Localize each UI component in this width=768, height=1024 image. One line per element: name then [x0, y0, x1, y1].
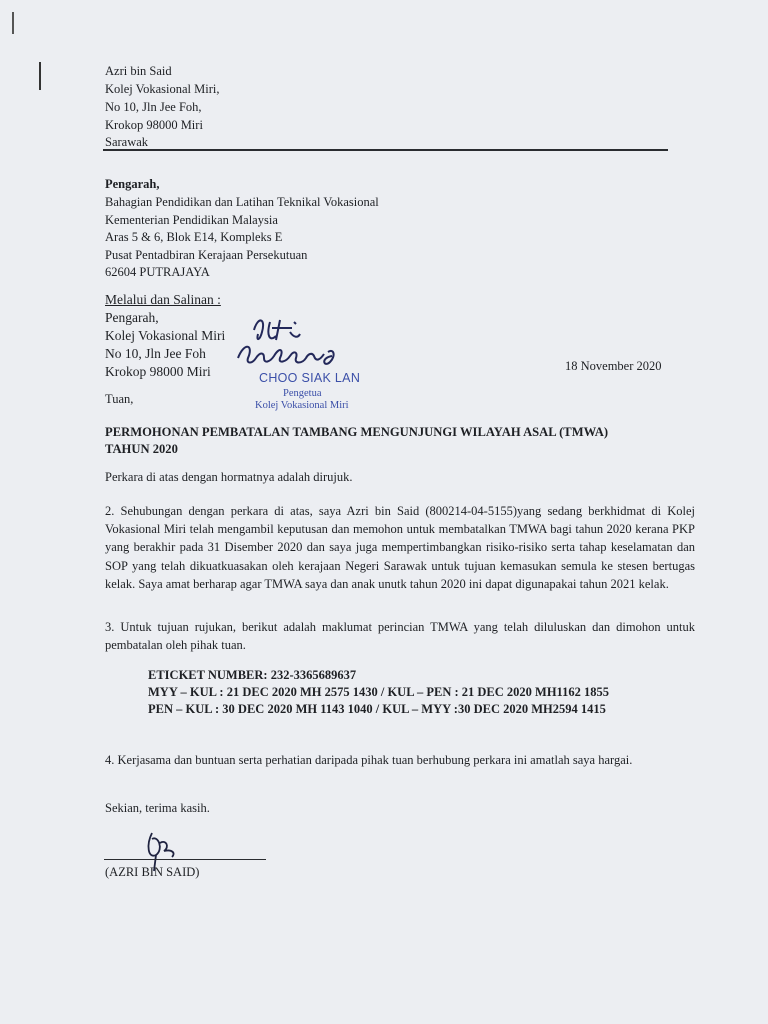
letter-date: 18 November 2020 [565, 359, 662, 373]
scan-mark [39, 62, 41, 90]
stamp-name: CHOO SIAK LAN [259, 371, 361, 385]
paragraph-4: 4. Kerjasama dan buntuan serta perhatian daripada pihak tuan berhubung perkara ini amatlah saya hargai. [105, 753, 633, 767]
sender-address1: No 10, Jln Jee Foh, [105, 100, 202, 114]
via-title: Pengarah, [105, 310, 159, 325]
recipient-line2: Kementerian Pendidikan Malaysia [105, 213, 278, 227]
ticket-segment-2: PEN – KUL : 30 DEC 2020 MH 1143 1040 / KUL – MYY :30 DEC 2020 MH2594 1415 [148, 702, 606, 716]
recipient-line1: Bahagian Pendidikan dan Latihan Teknikal Vokasional [105, 195, 379, 209]
signature-line [104, 859, 266, 860]
paragraph-2: 2. Sehubungan dengan perkara di atas, saya Azri bin Said (800214-04-5155)yang sedang berkhidmat di Kolej Vokasional Miri telah mengambil keputusan dan memohon untuk membatalkan TMWA bagi tahun 2020 kerana PKP yang berakhir pada 31 Disember 2020 dan saya juga mempertimbangkan risiko-risiko serta tahap keselamatan dan SOP yang telah dikuatkuasakan oleh kerajaan Negeri Sarawak untuk tujuan kemasukan semula ke stesen bertugas kelak. Saya amat berharap agar TMWA saya dan anak unutk tahun 2020 ini dapat digunapakai tahun 2021 kelak. [105, 504, 695, 591]
ticket-segment-1: MYY – KUL : 21 DEC 2020 MH 2575 1430 / KUL – PEN : 21 DEC 2020 MH1162 1855 [148, 685, 609, 699]
paragraph-1: Perkara di atas dengan hormatnya adalah dirujuk. [105, 470, 353, 484]
signatory-name: (AZRI BIN SAID) [105, 865, 200, 879]
sender-state: Sarawak [105, 135, 149, 149]
recipient-line5: 62604 PUTRAJAYA [105, 265, 210, 279]
via-heading: Melalui dan Salinan : [105, 292, 221, 307]
subject-line1: PERMOHONAN PEMBATALAN TAMBANG MENGUNJUNGI WILAYAH ASAL (TMWA) [105, 425, 609, 439]
closing: Sekian, terima kasih. [105, 801, 210, 815]
paragraph-3: 3. Untuk tujuan rujukan, berikut adalah maklumat perincian TMWA yang telah diluluskan dan dimohon untuk pembatalan oleh pihak tuan. [105, 620, 695, 653]
stamp-org: Kolej Vokasional Miri [255, 400, 349, 411]
sender-name: Azri bin Said [105, 64, 172, 78]
header-divider [103, 149, 668, 151]
salutation: Tuan, [105, 392, 134, 406]
via-line3: Krokop 98000 Miri [105, 364, 211, 379]
eticket-number: ETICKET NUMBER: 232-3365689637 [148, 668, 357, 682]
sender-institution: Kolej Vokasional Miri, [105, 82, 220, 96]
recipient-line3: Aras 5 & 6, Blok E14, Kompleks E [105, 230, 283, 244]
subject-line2: TAHUN 2020 [105, 442, 178, 456]
recipient-line4: Pusat Pentadbiran Kerajaan Persekutuan [105, 248, 308, 262]
via-line1: Kolej Vokasional Miri [105, 328, 226, 343]
stamp-role: Pengetua [283, 388, 322, 399]
via-line2: No 10, Jln Jee Foh [105, 346, 206, 361]
scan-mark [12, 12, 14, 34]
recipient-title: Pengarah, [105, 177, 160, 191]
sender-address2: Krokop 98000 Miri [105, 118, 203, 132]
